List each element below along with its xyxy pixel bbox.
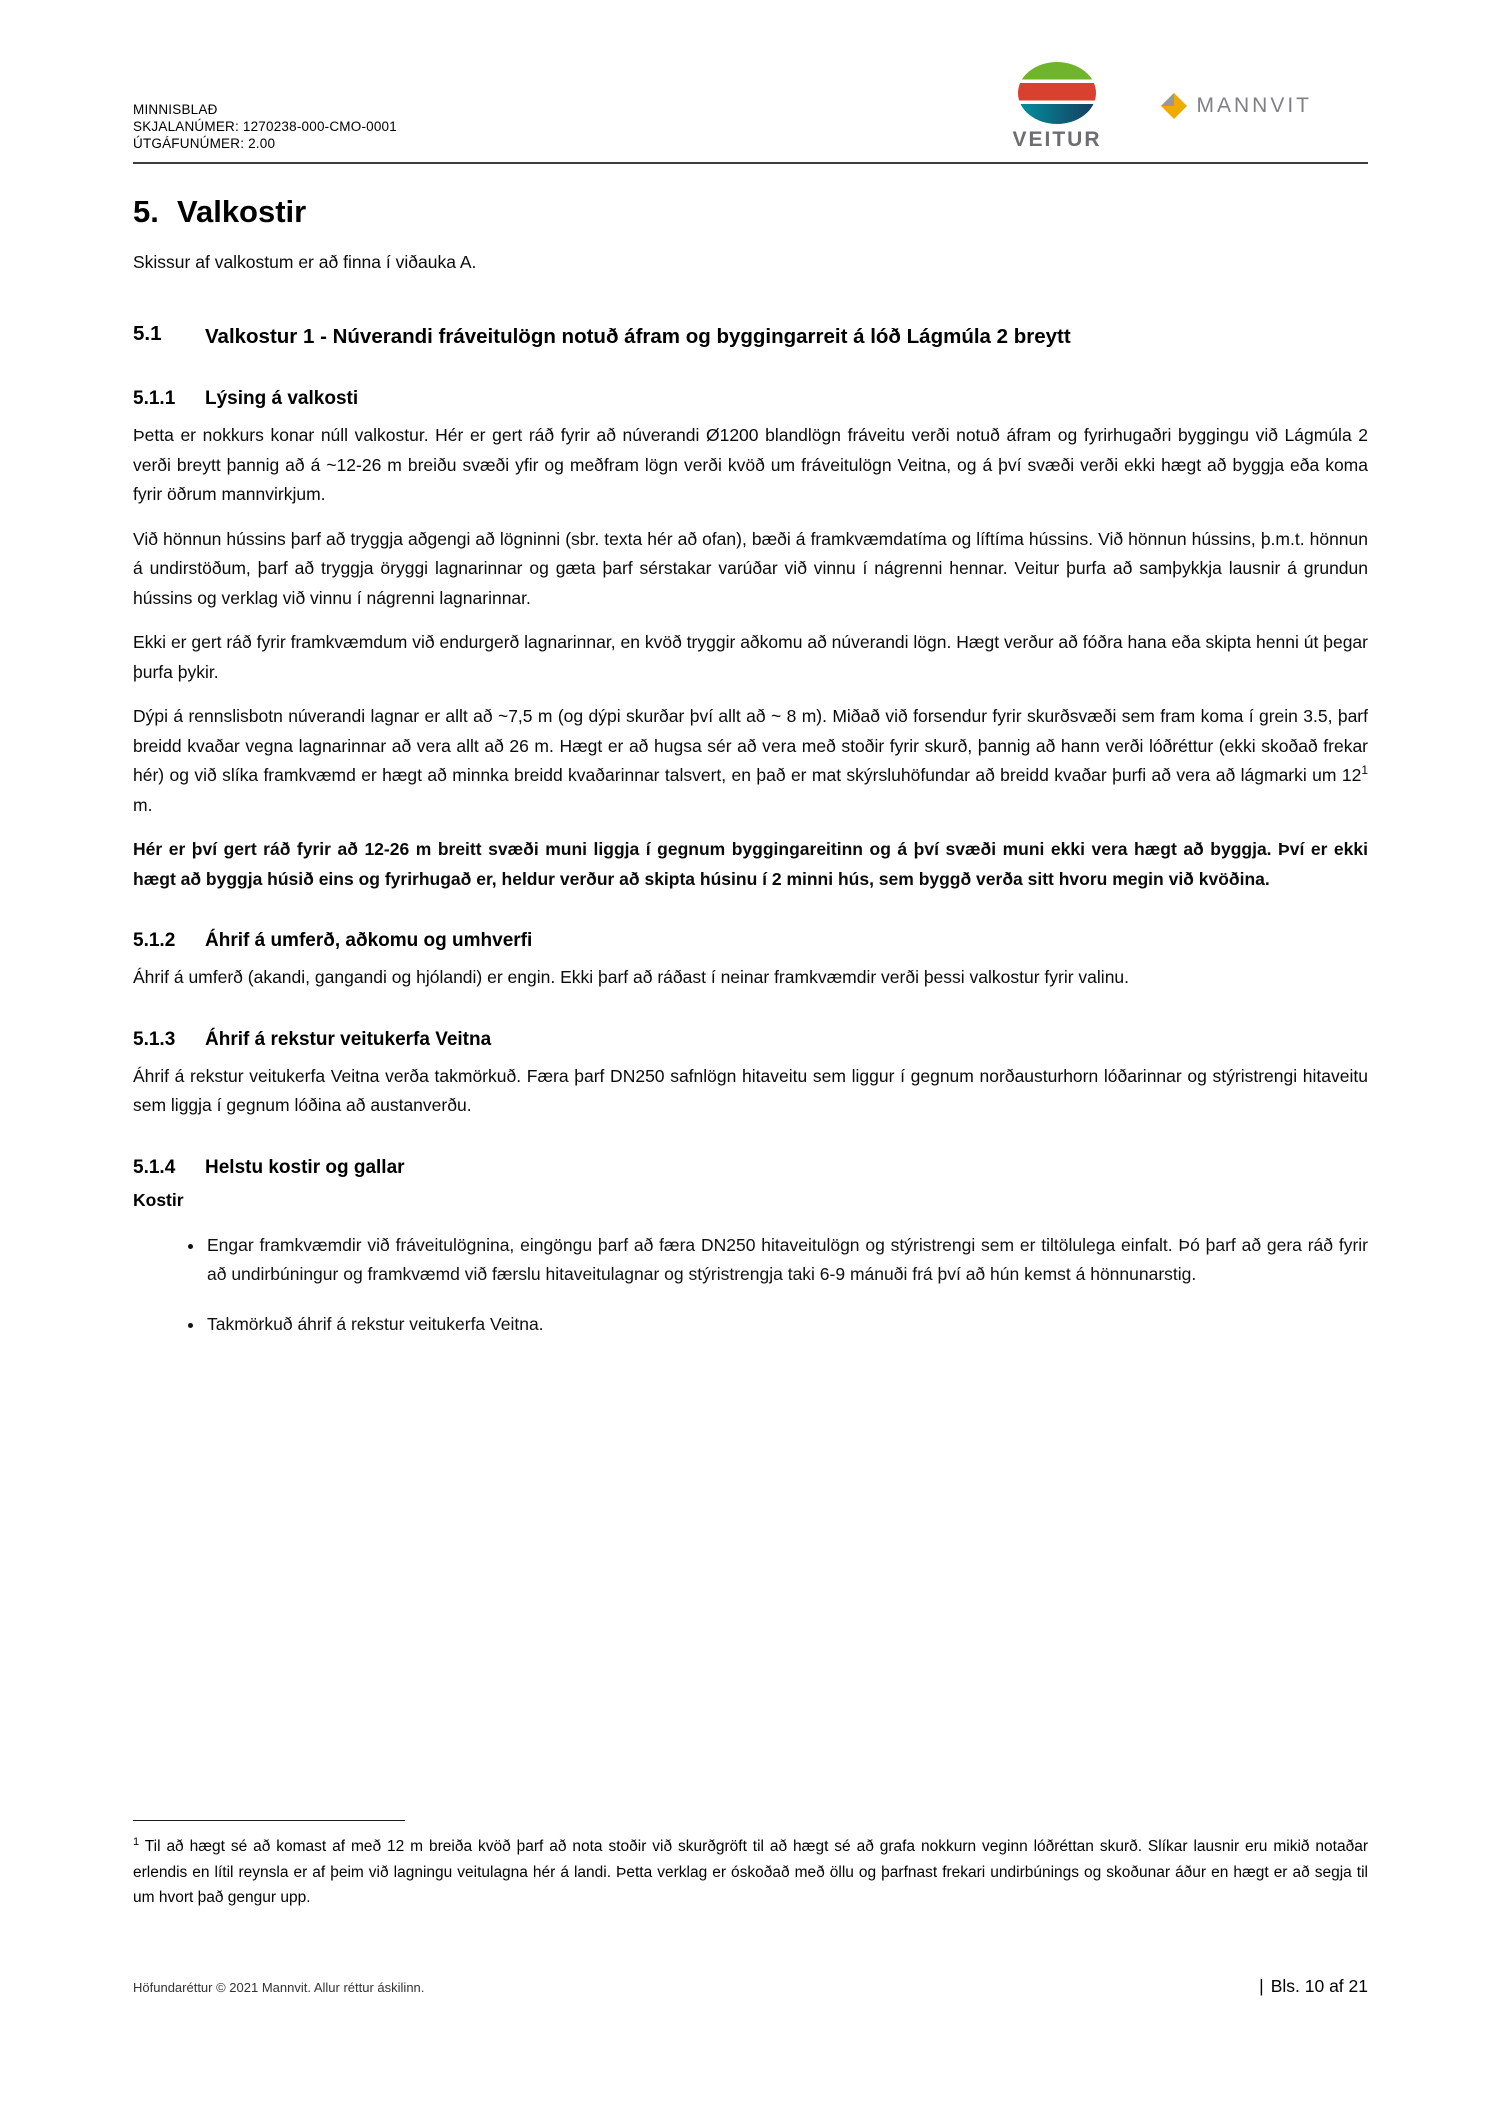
heading-5-1-1	[133, 388, 1368, 410]
heading-number: 5.1.3	[133, 1028, 176, 1050]
heading-number: 5.1.1	[133, 388, 176, 410]
heading-text: Valkostir	[177, 194, 307, 229]
copyright-text: Höfundaréttur © 2021 Mannvit. Allur réttur áskilinn.	[133, 1980, 425, 1995]
page-number-label: Bls. 10 af 21	[1270, 1976, 1368, 1996]
paragraph-511-4	[133, 702, 1368, 820]
heading-text: Valkostur 1 - Núverandi fráveitulögn notuð áfram og byggingarreit á lóð Lágmúla 2 breytt	[205, 324, 1071, 348]
kostir-bullet-list	[133, 1231, 1368, 1340]
heading-text: Áhrif á rekstur veitukerfa Veitna	[205, 1028, 492, 1050]
document-footer	[133, 1976, 1368, 1997]
footnote-text	[133, 1834, 1368, 1911]
paragraph-511-3: Ekki er gert ráð fyrir framkvæmdum við endurgerð lagnarinnar, en kvöð tryggir aðkomu að núverandi lögn. Hægt verður að fóðra hana eða skipta henni út þegar þurfa þykir.	[133, 632, 1368, 682]
heading-5-valkostir	[133, 194, 1368, 230]
paragraph-512: Áhrif á umferð (akandi, gangandi og hjólandi) er engin. Ekki þarf að ráðast í neinar framkvæmdir verði þessi valkostur fyrir valinu.	[133, 967, 1130, 988]
footnote-reference: 1	[1361, 763, 1368, 778]
logo-group	[1012, 62, 1368, 152]
paragraph-513: Áhrif á rekstur veitukerfa Veitna verða takmörkuð. Færa þarf DN250 safnlögn hitaveitu sem liggur í gegnum norðausturhorn lóðarinnar og stýristrengi hitaveitu sem liggja í gegnum lóðina að austanverðu.	[133, 1065, 1368, 1116]
heading-5-1-4	[133, 1157, 1368, 1179]
kostir-label: Kostir	[133, 1189, 184, 1210]
doc-type-label: MINNISBLAÐ	[133, 102, 218, 117]
bullet-item: • Takmörkuð áhrif á rekstur veitukerfa Veitna.	[205, 1310, 1368, 1340]
paragraph-text: Dýpi á rennslisbotn núverandi lagnar er allt að ~7,5 m (og dýpi skurðar því allt að ~ 8 m). Miðað við forsendur fyrir skurðsvæði sem fram koma í grein 3.5, þarf breidd kvaðar vegna lagnarinnar að vera allt að 26 m. Hægt er að hugsa sér að vera með stoðir fyrir skurð, þannig að hann verði lóðréttur (ekki skoðað frekar hér) og við slíka framkvæmd er hægt að minnka breidd kvaðarinnar talsvert, en það er mat skýrsluhöfundar að breidd kvaðar þurfi að vera að lágmarki um 12	[133, 706, 1368, 786]
mannvit-wordmark: MANNVIT	[1196, 94, 1312, 117]
document-meta	[133, 101, 397, 152]
paragraph-511-2: Við hönnun hússins þarf að tryggja aðgengi að lögninni (sbr. texta hér að ofan), bæði á framkvæmdatíma og líftíma hússins. Við hönnun hússins, þ.m.t. hönnun á undirstöðum, þarf að tryggja öryggi lagnarinnar og gæta þarf sérstakar varúðar við vinnu í nágrenni hennar. Veitur þurfa að samþykkja lausnir á grundun hússins og verklag við vinnu í nágrenni lagnarinnar.	[133, 528, 1368, 608]
heading-number: 5.	[133, 194, 159, 229]
veitur-icon	[1017, 62, 1097, 124]
paragraph-511-bold-conclusion: Hér er því gert ráð fyrir að 12-26 m breitt svæði muni liggja í gegnum byggingareitinn og á því svæði muni ekki vera hægt að byggja. Því er ekki hægt að byggja húsið eins og fyrirhugað er, heldur verður að skipta húsinu í 2 minni hús, sem byggð verða sitt hvoru megin við kvöðina.	[133, 839, 1368, 889]
bullet-item: • Engar framkvæmdir við fráveitulögnina, eingöngu þarf að færa DN250 hitaveitulögn og stýristrengi sem er tiltölulega einfalt. Þó þarf að gera ráð fyrir að undirbúningur og framkvæmd við færslu hitaveitulagnar og stýristrengja taki 6-9 mánuði frá því að hún kemst á hönnunarstig.	[205, 1231, 1368, 1290]
footnote-marker: 1	[133, 1835, 140, 1848]
paragraph-text: m.	[133, 794, 153, 815]
veitur-logo	[1012, 62, 1101, 152]
paragraph-511-1: Þetta er nokkurs konar núll valkostur. Hér er gert ráð fyrir að núverandi Ø1200 blandlögn fráveitu verði notuð áfram og fyrirhugaðri byggingu við Lágmúla 2 verði breytt þannig að á ~12-26 m breiðu svæði yfir og meðfram lögn verði kvöð um fráveitulögn Veitna, og á því svæði verði ekki hægt að byggja eða koma fyrir öðrum mannvirkjum.	[133, 425, 1368, 505]
heading-5-1-3	[133, 1029, 1368, 1051]
heading-number: 5.1.4	[133, 1156, 176, 1178]
heading-text: Áhrif á umferð, aðkomu og umhverfi	[205, 930, 533, 952]
page-number	[1259, 1976, 1368, 1997]
heading-5-1-2	[133, 930, 1368, 952]
heading-number: 5.1	[133, 321, 162, 345]
heading-text: Lýsing á valkosti	[205, 388, 359, 410]
intro-paragraph: Skissur af valkostum er að finna í viðauka A.	[133, 252, 477, 272]
heading-text: Helstu kostir og gallar	[205, 1156, 405, 1178]
veitur-wordmark: VEITUR	[1012, 128, 1102, 151]
doc-number-label: SKJALANÚMER: 1270238-000-CMO-0001	[133, 119, 397, 134]
footnote-separator	[133, 1820, 405, 1821]
mannvit-logo	[1160, 92, 1313, 120]
doc-version-label: ÚTGÁFUNÚMER: 2.00	[133, 136, 276, 151]
document-header	[133, 62, 1368, 164]
footnote-body: Til að hægt sé að komast af með 12 m breiða kvöð þarf að nota stoðir við skurðgröft til að hægt sé að grafa nokkurn veginn lóðréttan skurð. Slíkar lausnir eru mikið notaðar erlendis en lítil reynsla er af þeim við lagningu veitulagna hér á landi. Þetta verklag er óskoðað með öllu og þarfnast frekari undirbúnings og skoðunar áður en hægt er að segja til um hvort það gengur upp.	[133, 1838, 1368, 1906]
heading-number: 5.1.2	[133, 930, 176, 952]
mannvit-icon	[1160, 92, 1188, 120]
heading-5-1	[133, 322, 1368, 353]
footnote-block	[133, 1820, 1368, 1911]
page-number-separator: |	[1259, 1976, 1264, 1996]
